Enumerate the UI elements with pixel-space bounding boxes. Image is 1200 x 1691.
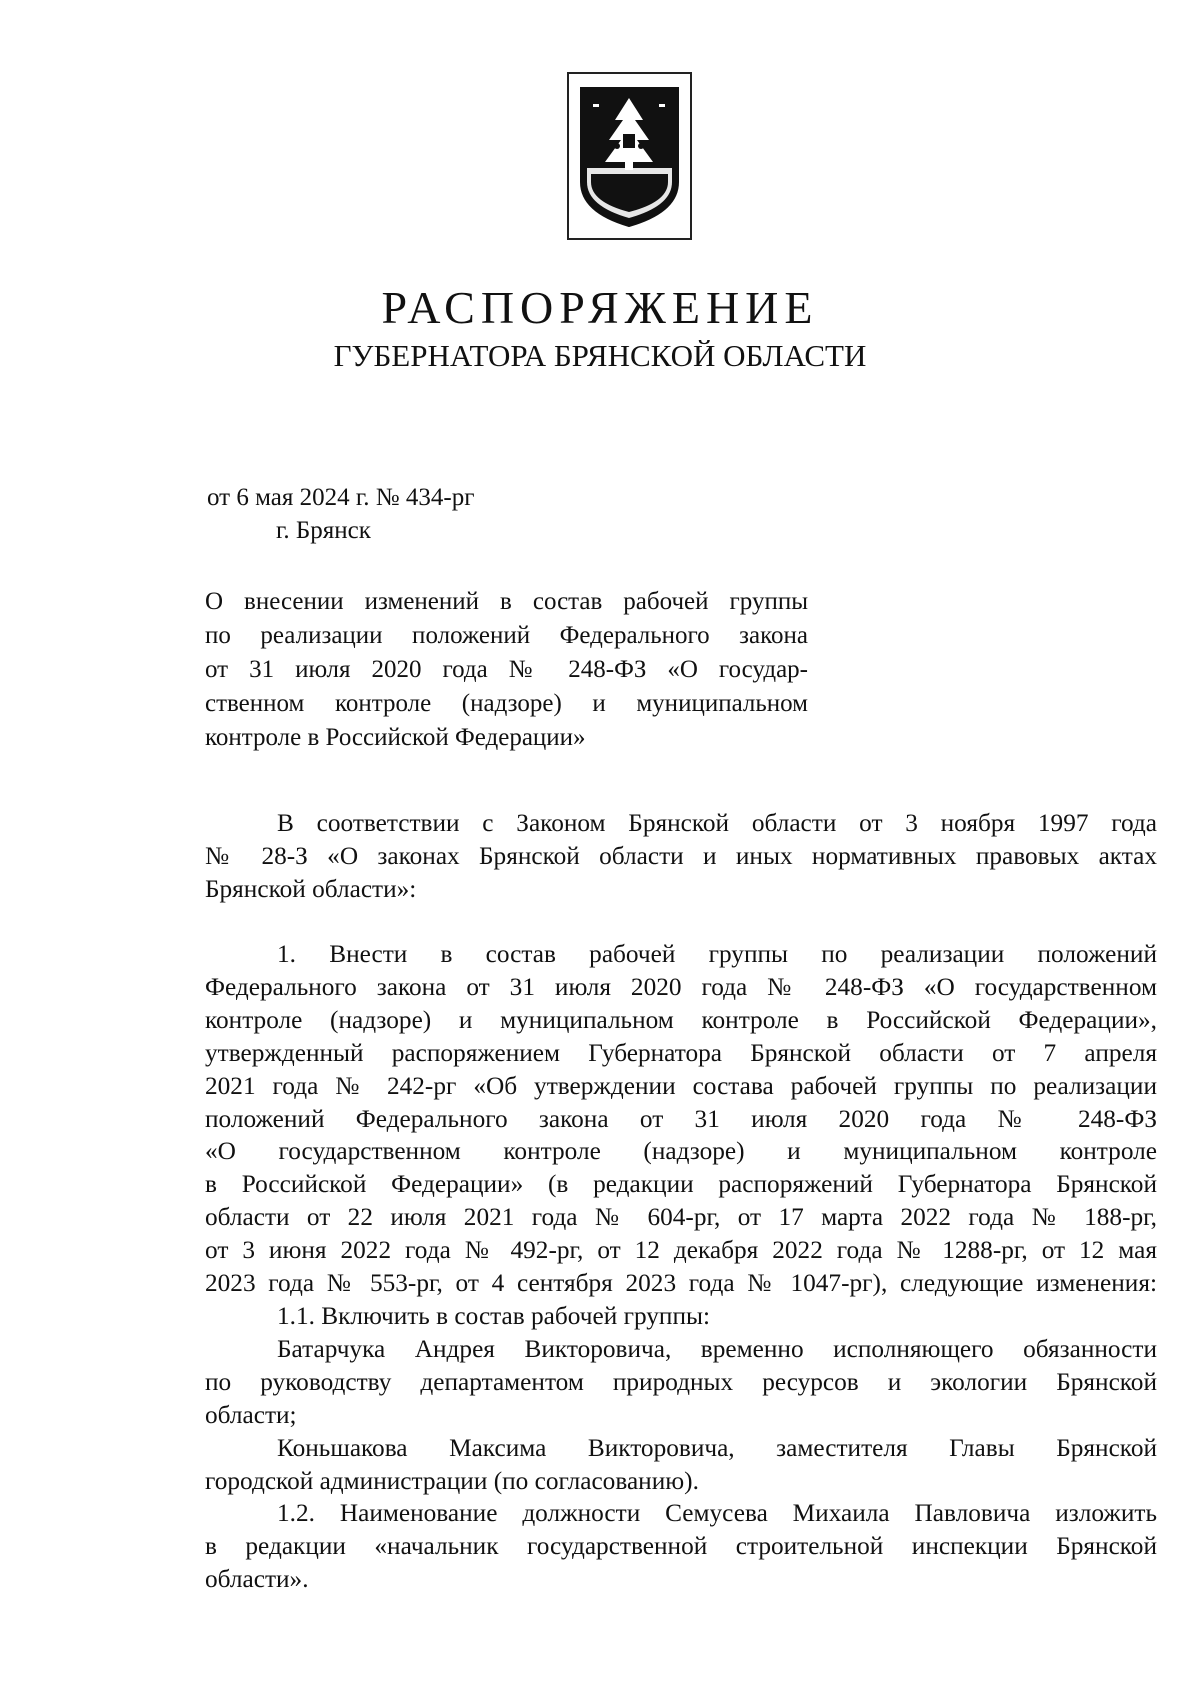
- paragraph-line: «О государственном контроле (надзоре) и муниципальном контроле: [205, 1137, 1157, 1166]
- paragraph-line: В соответствии с Законом Брянской области от 3 ноября 1997 года: [277, 809, 1157, 837]
- paragraph-line: области».: [205, 1565, 309, 1594]
- coat-of-arms-icon: [577, 84, 682, 230]
- date-number-line: от 6 мая 2024 г. № 434-рг: [207, 484, 475, 511]
- paragraph-line: Федерального закона от 31 июля 2020 года № 248-ФЗ «О государственном: [205, 972, 1157, 1001]
- paragraph-line: 2021 года № 242-рг «Об утверждении состава рабочей группы по реализации: [205, 1071, 1157, 1100]
- paragraph-line: по руководству департаментом природных ресурсов и экологии Брянской: [205, 1367, 1157, 1396]
- paragraph-line: области;: [205, 1400, 297, 1429]
- paragraph-line: Батарчука Андрея Викторовича, временно исполняющего обязанности: [277, 1334, 1157, 1363]
- paragraph-line: утвержденный распоряжением Губернатора Брянской области от 7 апреля: [205, 1038, 1157, 1067]
- subject-line: ственном контроле (надзоре) и муниципальном: [205, 690, 808, 717]
- paragraph-line: 2023 года № 553-рг, от 4 сентября 2023 года № 1047-рг), следующие изменения:: [205, 1269, 1157, 1298]
- paragraph-line: № 28-З «О законах Брянской области и иных нормативных правовых актах: [205, 841, 1157, 870]
- subject-line: от 31 июля 2020 года № 248-ФЗ «О государ-: [205, 656, 808, 683]
- paragraph-line: контроле (надзоре) и муниципальном контроле в Российской Федерации»,: [205, 1005, 1157, 1034]
- preamble-paragraph: [205, 807, 1157, 906]
- document-title: РАСПОРЯЖЕНИЕ: [381, 282, 819, 333]
- paragraph-line: области от 22 июля 2021 года № 604-рг, от 17 марта 2022 года № 188-рг,: [205, 1203, 1157, 1232]
- paragraph-line: положений Федерального закона от 31 июля 2020 года № 248-ФЗ: [205, 1104, 1157, 1133]
- subject-line: контроле в Российской Федерации»: [205, 724, 586, 751]
- paragraph-line: в редакции «начальник государственной строительной инспекции Брянской: [205, 1532, 1157, 1561]
- subject-line: по реализации положений Федерального закона: [205, 622, 808, 649]
- paragraph-line: от 3 июня 2022 года № 492-рг, от 12 декабря 2022 года № 1288-рг, от 12 мая: [205, 1236, 1157, 1265]
- subject-line: О внесении изменений в состав рабочей группы: [205, 588, 808, 615]
- coat-of-arms-emblem: [567, 72, 692, 240]
- item-1-paragraph: [205, 938, 1157, 1596]
- document-subtitle: ГУБЕРНАТОРА БРЯНСКОЙ ОБЛАСТИ: [333, 338, 867, 373]
- paragraph-line: Брянской области»:: [205, 874, 417, 903]
- paragraph-line: 1.1. Включить в состав рабочей группы:: [277, 1301, 711, 1330]
- paragraph-line: 1. Внести в состав рабочей группы по реализации положений: [277, 940, 1157, 968]
- paragraph-line: 1.2. Наименование должности Семусева Михаила Павловича изложить: [277, 1499, 1157, 1528]
- paragraph-line: Коньшакова Максима Викторовича, заместителя Главы Брянской: [277, 1433, 1157, 1462]
- document-subject: [205, 585, 808, 755]
- city-line: г. Брянск: [276, 517, 371, 544]
- paragraph-line: городской администрации (по согласованию).: [205, 1466, 699, 1495]
- paragraph-line: в Российской Федерации» (в редакции распоряжений Губернатора Брянской: [205, 1170, 1157, 1199]
